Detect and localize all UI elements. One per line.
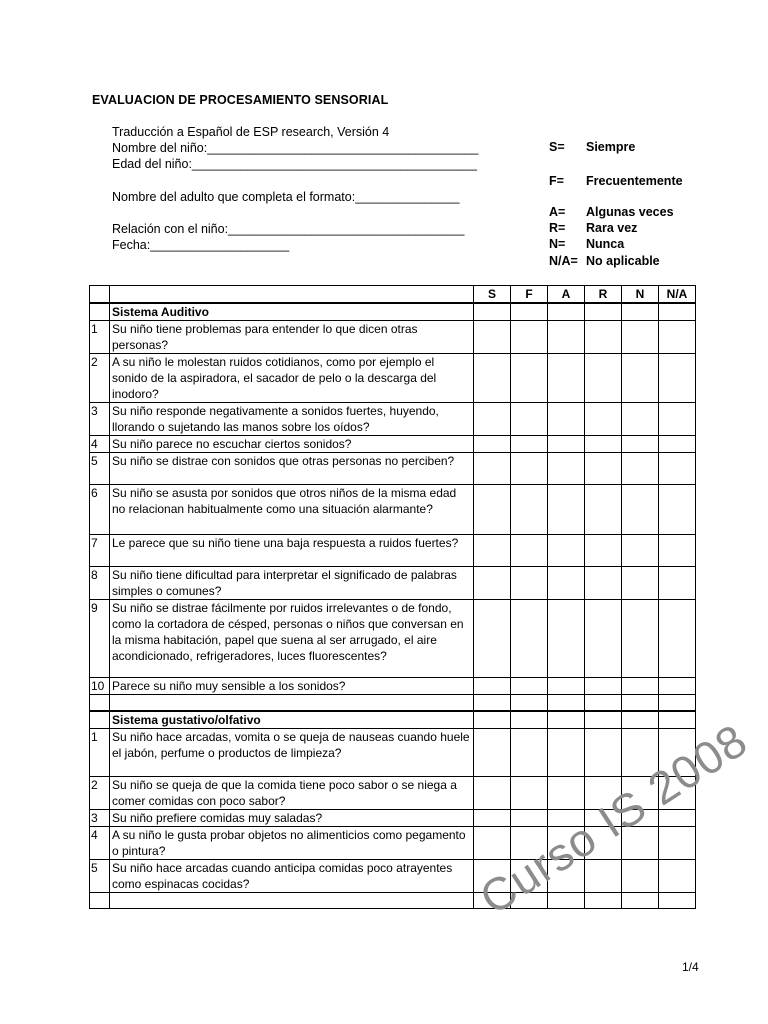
item-number: 2 [90, 354, 110, 403]
answer-cell[interactable] [474, 453, 511, 485]
table-row [90, 695, 696, 711]
legend-key: F= [549, 174, 564, 188]
answer-cell[interactable] [511, 321, 548, 354]
answer-cell[interactable] [548, 354, 585, 403]
answer-cell[interactable] [659, 535, 696, 567]
child-name-field: Nombre del niño:_______________________________________ [112, 141, 479, 155]
answer-cell[interactable] [585, 453, 622, 485]
answer-cell[interactable] [622, 436, 659, 453]
legend-value: No aplicable [586, 254, 660, 268]
child-age-field: Edad del niño:_________________________________________ [112, 157, 477, 171]
section-title: Sistema gustativo/olfativo [110, 711, 474, 729]
section-title: Sistema Auditivo [110, 303, 474, 321]
legend-value: Rara vez [586, 221, 638, 235]
answer-cell[interactable] [585, 695, 622, 711]
answer-cell[interactable] [511, 678, 548, 695]
answer-cell[interactable] [548, 535, 585, 567]
question-text: Parece su niño muy sensible a los sonidos? [110, 678, 474, 695]
legend-key: S= [549, 140, 565, 154]
item-number: 2 [90, 776, 110, 809]
answer-cell[interactable] [548, 403, 585, 436]
answer-cell[interactable] [548, 453, 585, 485]
answer-cell[interactable] [622, 485, 659, 535]
answer-cell[interactable] [511, 485, 548, 535]
legend-key: N= [549, 237, 566, 251]
question-text: Su niño se asusta por sonidos que otros niños de la misma edad no relacionan habitualmente como una situación alarmante? [110, 485, 474, 535]
item-number: 3 [90, 403, 110, 436]
answer-cell[interactable] [511, 535, 548, 567]
answer-cell[interactable] [622, 711, 659, 729]
answer-cell[interactable] [474, 695, 511, 711]
item-number: 4 [90, 826, 110, 859]
page-number: 1/4 [682, 960, 699, 974]
answer-cell[interactable] [659, 354, 696, 403]
answer-cell[interactable] [511, 695, 548, 711]
answer-cell[interactable] [585, 600, 622, 678]
answer-cell[interactable] [659, 678, 696, 695]
column-header: R [585, 286, 622, 304]
answer-cell[interactable] [548, 678, 585, 695]
answer-cell[interactable] [474, 436, 511, 453]
answer-cell[interactable] [659, 826, 696, 859]
answer-cell[interactable] [474, 485, 511, 535]
answer-cell[interactable] [585, 728, 622, 776]
answer-cell[interactable] [585, 892, 622, 908]
item-number: 9 [90, 600, 110, 678]
legend-key: R= [549, 221, 566, 235]
watermark: Curso IS 2008 [470, 713, 757, 925]
answer-cell[interactable] [474, 728, 511, 776]
answer-cell[interactable] [585, 678, 622, 695]
item-number: 3 [90, 809, 110, 826]
answer-cell[interactable] [511, 354, 548, 403]
answer-cell[interactable] [622, 321, 659, 354]
subtitle-version: Traducción a Español de ESP research, Versión 4 [112, 125, 390, 139]
answer-cell[interactable] [511, 403, 548, 436]
table-row [90, 728, 696, 776]
question-text: Su niño se distrae fácilmente por ruidos irrelevantes o de fondo, como la cortadora de césped, personas o niños que conversan en la misma habitación, papel que suena al ser arrugado, el aire acondicionado, refrigeradores, luces fluorescentes? [110, 600, 474, 678]
answer-cell[interactable] [622, 678, 659, 695]
answer-cell[interactable] [474, 711, 511, 729]
answer-cell[interactable] [659, 567, 696, 600]
header-text-cell [110, 286, 474, 304]
answer-cell[interactable] [548, 776, 585, 809]
answer-cell[interactable] [622, 453, 659, 485]
answer-cell[interactable] [474, 403, 511, 436]
answer-cell[interactable] [511, 776, 548, 809]
section-header-row [90, 711, 696, 729]
item-number [90, 892, 110, 908]
item-number: 1 [90, 321, 110, 354]
answer-cell[interactable] [659, 436, 696, 453]
answer-cell[interactable] [622, 600, 659, 678]
answer-cell[interactable] [622, 859, 659, 892]
question-text: Su niño se distrae con sonidos que otras personas no perciben? [110, 453, 474, 485]
table-row [90, 436, 696, 453]
answer-cell[interactable] [659, 859, 696, 892]
answer-cell[interactable] [548, 728, 585, 776]
item-number: 6 [90, 485, 110, 535]
adult-name-field: Nombre del adulto que completa el formato:_______________ [112, 190, 460, 204]
table-row [90, 535, 696, 567]
answer-cell[interactable] [511, 600, 548, 678]
answer-cell[interactable] [548, 695, 585, 711]
table-row [90, 321, 696, 354]
relation-field: Relación con el niño:__________________________________ [112, 222, 465, 236]
item-number [90, 711, 110, 729]
header-num-cell [90, 286, 110, 304]
answer-cell[interactable] [474, 600, 511, 678]
answer-cell[interactable] [622, 695, 659, 711]
answer-cell[interactable] [474, 354, 511, 403]
question-text: Su niño tiene dificultad para interpretar el significado de palabras simples o comunes? [110, 567, 474, 600]
answer-cell[interactable] [548, 600, 585, 678]
answer-cell[interactable] [622, 535, 659, 567]
question-text: Su niño responde negativamente a sonidos fuertes, huyendo, llorando o sujetando las manos sobre los oídos? [110, 403, 474, 436]
table-row [90, 678, 696, 695]
answer-cell[interactable] [511, 303, 548, 321]
answer-cell[interactable] [659, 600, 696, 678]
answer-cell[interactable] [511, 728, 548, 776]
answer-cell[interactable] [585, 535, 622, 567]
item-number: 4 [90, 436, 110, 453]
item-number [90, 695, 110, 711]
legend-key: N/A= [549, 254, 578, 268]
answer-cell[interactable] [474, 678, 511, 695]
answer-cell[interactable] [511, 436, 548, 453]
answer-cell[interactable] [585, 711, 622, 729]
answer-cell[interactable] [474, 567, 511, 600]
answer-cell[interactable] [474, 776, 511, 809]
answer-cell[interactable] [548, 711, 585, 729]
legend-value: Nunca [586, 237, 625, 251]
answer-cell[interactable] [585, 485, 622, 535]
legend-value: Frecuentemente [586, 174, 683, 188]
answer-cell[interactable] [659, 695, 696, 711]
item-number [90, 303, 110, 321]
item-number: 5 [90, 453, 110, 485]
table-row [90, 403, 696, 436]
column-header: A [548, 286, 585, 304]
column-header: N [622, 286, 659, 304]
answer-cell[interactable] [659, 453, 696, 485]
legend-key: A= [549, 205, 566, 219]
question-text: A su niño le gusta probar objetos no alimenticios como pegamento o pintura? [110, 826, 474, 859]
table-row [90, 567, 696, 600]
answer-cell[interactable] [474, 535, 511, 567]
question-text: Su niño parece no escuchar ciertos sonidos? [110, 436, 474, 453]
question-text: Su niño se queja de que la comida tiene poco sabor o se niega a comer comidas con poco sabor? [110, 776, 474, 809]
answer-cell[interactable] [548, 321, 585, 354]
question-text: Su niño tiene problemas para entender lo que dicen otras personas? [110, 321, 474, 354]
answer-cell[interactable] [659, 711, 696, 729]
answer-cell[interactable] [548, 436, 585, 453]
answer-cell[interactable] [585, 567, 622, 600]
answer-cell[interactable] [548, 485, 585, 535]
answer-cell[interactable] [659, 303, 696, 321]
answer-cell[interactable] [659, 321, 696, 354]
table-row [90, 859, 696, 892]
answer-cell[interactable] [659, 892, 696, 908]
answer-cell[interactable] [474, 826, 511, 859]
question-text [110, 892, 474, 908]
section-header-row [90, 303, 696, 321]
table-row [90, 354, 696, 403]
answer-cell[interactable] [474, 809, 511, 826]
table-row [90, 485, 696, 535]
question-text: Su niño prefiere comidas muy saladas? [110, 809, 474, 826]
answer-cell[interactable] [548, 303, 585, 321]
item-number: 8 [90, 567, 110, 600]
question-text: A su niño le molestan ruidos cotidianos, como por ejemplo el sonido de la aspiradora, el sacador de pelo o la descarga del inodoro? [110, 354, 474, 403]
answer-cell[interactable] [511, 711, 548, 729]
item-number: 5 [90, 859, 110, 892]
column-header: F [511, 286, 548, 304]
answer-cell[interactable] [622, 567, 659, 600]
column-header: S [474, 286, 511, 304]
answer-cell[interactable] [511, 809, 548, 826]
answer-cell[interactable] [622, 303, 659, 321]
answer-cell[interactable] [585, 403, 622, 436]
answer-cell[interactable] [622, 892, 659, 908]
item-number: 1 [90, 728, 110, 776]
question-text: Su niño hace arcadas, vomita o se queja de nauseas cuando huele el jabón, perfume o productos de limpieza? [110, 728, 474, 776]
answer-cell[interactable] [548, 567, 585, 600]
question-text: Su niño hace arcadas cuando anticipa comidas poco atrayentes como espinacas cocidas? [110, 859, 474, 892]
item-number: 7 [90, 535, 110, 567]
answer-cell[interactable] [511, 453, 548, 485]
answer-cell[interactable] [659, 403, 696, 436]
answer-cell[interactable] [585, 354, 622, 403]
answer-cell[interactable] [548, 892, 585, 908]
legend-value: Algunas veces [586, 205, 674, 219]
answer-cell[interactable] [659, 485, 696, 535]
table-row [90, 453, 696, 485]
answer-cell[interactable] [511, 567, 548, 600]
table-row [90, 892, 696, 908]
item-number: 10 [90, 678, 110, 695]
table-row [90, 600, 696, 678]
answer-cell[interactable] [585, 321, 622, 354]
date-field: Fecha:____________________ [112, 238, 290, 252]
question-text [110, 695, 474, 711]
answer-cell[interactable] [585, 436, 622, 453]
answer-cell[interactable] [474, 303, 511, 321]
answer-cell[interactable] [585, 303, 622, 321]
answer-cell[interactable] [474, 321, 511, 354]
answer-cell[interactable] [622, 354, 659, 403]
answer-cell[interactable] [622, 403, 659, 436]
legend-value: Siempre [586, 140, 636, 154]
column-header: N/A [659, 286, 696, 304]
document-title: EVALUACION DE PROCESAMIENTO SENSORIAL [92, 93, 389, 107]
table-header-row [90, 286, 696, 304]
question-text: Le parece que su niño tiene una baja respuesta a ruidos fuertes? [110, 535, 474, 567]
